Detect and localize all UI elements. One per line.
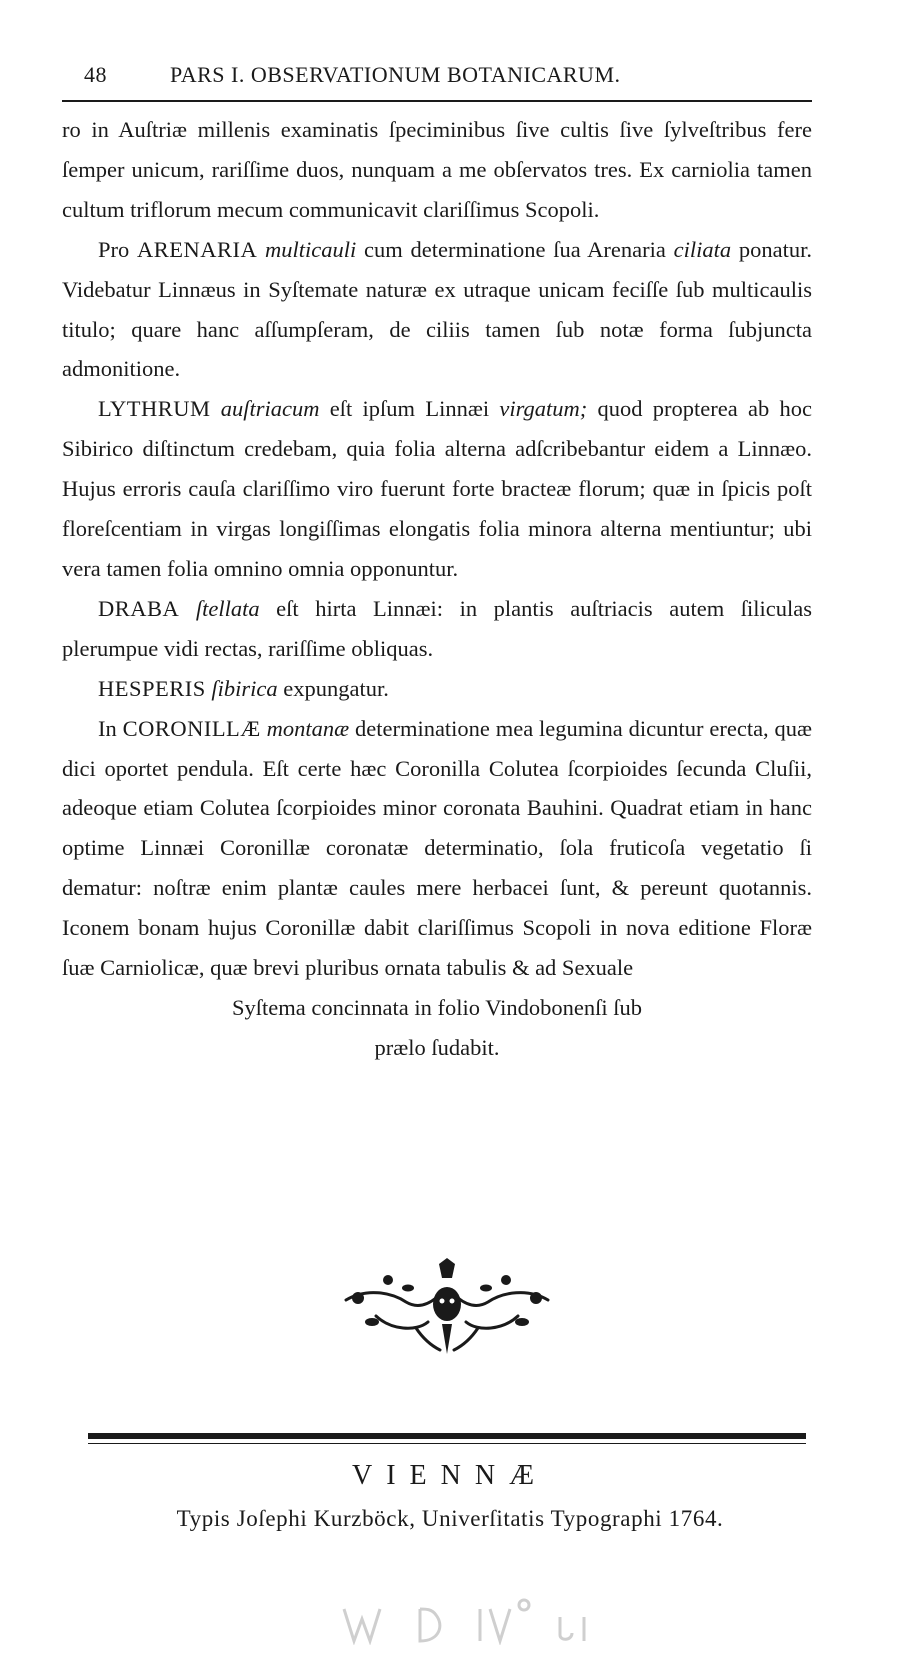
species-name: virgatum; bbox=[499, 396, 588, 422]
mask-eye-right bbox=[450, 1299, 455, 1304]
tail-line-1: Syſtema concinnata in folio Vindobonenſi ſub bbox=[231, 994, 643, 1020]
species-name: montanæ bbox=[266, 715, 350, 741]
paragraph-arenaria bbox=[62, 230, 812, 390]
paragraph-continuation: ro in Auſtriæ millenis examinatis ſpeciminibus ſive cultis ſive ſylveſtribus fere ſemper unicum, rariſſime duos, nunquam a me obſervatos tres. Ex carniolia tamen cultum triflorum mecum communicavit clariſſimus Scopoli. bbox=[62, 117, 812, 222]
colophon-rule-thin bbox=[88, 1443, 806, 1444]
text-run: eſt hirta Linnæi: in plantis auſtriacis autem ſiliculas plerumpue vidi rectas, rariſſime obliquas. bbox=[62, 595, 813, 661]
species-name: ciliata bbox=[673, 236, 732, 262]
right-lower-scroll bbox=[466, 1316, 518, 1328]
tail-line-2: prælo ſudabit. bbox=[374, 1034, 500, 1060]
left-bud bbox=[383, 1275, 393, 1285]
shelfmark-graphic bbox=[340, 1595, 660, 1645]
left-drape bbox=[416, 1328, 440, 1350]
central-mask bbox=[433, 1287, 461, 1321]
genus-name: DRABA bbox=[98, 595, 180, 621]
right-flower bbox=[530, 1292, 542, 1304]
genus-name: HESPERIS bbox=[98, 675, 206, 701]
genus-name: ARENARIA bbox=[137, 236, 258, 262]
text-run: Pro bbox=[98, 236, 138, 262]
left-leaf-upper bbox=[402, 1285, 414, 1292]
species-name: ſibirica bbox=[211, 675, 278, 701]
running-title: PARS I. OBSERVATIONUM BOTANICARUM. bbox=[170, 62, 621, 87]
floral-tailpiece-icon bbox=[336, 1258, 558, 1358]
paragraph-tail bbox=[62, 988, 812, 1068]
tailpiece-graphic bbox=[336, 1258, 558, 1358]
left-flower bbox=[352, 1292, 364, 1304]
colophon-rule-thick bbox=[88, 1433, 806, 1439]
right-leaf-upper bbox=[480, 1285, 492, 1292]
imprint-line: Typis Joſephi Kurzböck, Univerſitatis Typographi 1764. bbox=[176, 1506, 724, 1531]
text-run: ponatur. Videbatur Linnæus in Syſtemate naturæ ex utraque unicam feciſſe ſub multicaulis titulo; quare hanc aſſumpſeram, de ciliis tamen ſub notæ forma ſubjuncta admonitione. bbox=[62, 236, 813, 382]
paragraph-coronilla bbox=[62, 709, 812, 988]
genus-name: LYTHRUM bbox=[98, 396, 211, 422]
pendant bbox=[442, 1324, 452, 1354]
mask-eye-left bbox=[440, 1299, 445, 1304]
imprint-city: VIENNÆ bbox=[352, 1460, 548, 1491]
page-number: 48 bbox=[84, 62, 107, 87]
text-run: cum determinatione ſua Arenaria bbox=[356, 236, 674, 262]
text-run: In bbox=[98, 715, 123, 741]
left-leaf bbox=[365, 1318, 379, 1326]
text-run: quod propterea ab hoc Sibirico diſtinctum credebam, quia folia alterna adſcribebantur eidem a Linnæo. Hujus erroris cauſa clariſſimo viro fuerunt forte bracteæ florum; quæ in ſpicis poſt floreſcentiam in virgas longiſſimas elongatis folia minora alterna mentiuntur; ubi vera tamen folia omnino omnia opponuntur. bbox=[62, 396, 813, 581]
library-shelfmark-stamp bbox=[340, 1595, 660, 1645]
right-bud bbox=[501, 1275, 511, 1285]
right-leaf bbox=[515, 1318, 529, 1326]
text-run: eſt ipſum Linnæi bbox=[319, 396, 500, 422]
paragraph-lythrum bbox=[62, 389, 812, 589]
species-name: multicauli bbox=[265, 236, 357, 262]
paragraph-hesperis bbox=[62, 669, 812, 709]
species-name: ſtellata bbox=[195, 595, 260, 621]
crest bbox=[439, 1258, 455, 1278]
right-drape bbox=[454, 1328, 478, 1350]
text-body bbox=[62, 110, 812, 1068]
species-name: auſtriacum bbox=[220, 396, 320, 422]
genus-name: CORONILLÆ bbox=[122, 715, 261, 741]
running-header bbox=[62, 58, 842, 92]
text-run: expungatur. bbox=[277, 675, 389, 701]
text-run: determinatione mea legumina dicuntur erecta, quæ dici oportet pendula. Eſt certe hæc Coronilla Colutea ſcorpioides ſecunda Cluſii, adeoque etiam Colutea ſcorpioides minor coronata Bauhini. Quadrat etiam in hanc optime Linnæi Coronillæ coronatæ determinatio, ſola fruticoſa vegetatio ſi dematur: noſtræ enim plantæ caules mere herbacei ſunt, & pereunt quotannis. Iconem bonam hujus Coronillæ dabit clariſſimus Scopoli in nova editione Floræ ſuæ Carniolicæ, quæ brevi pluribus ornata tabulis & ad Sexuale bbox=[62, 715, 813, 981]
left-lower-scroll bbox=[376, 1316, 428, 1328]
header-rule bbox=[62, 100, 812, 102]
paragraph-draba bbox=[62, 589, 812, 669]
